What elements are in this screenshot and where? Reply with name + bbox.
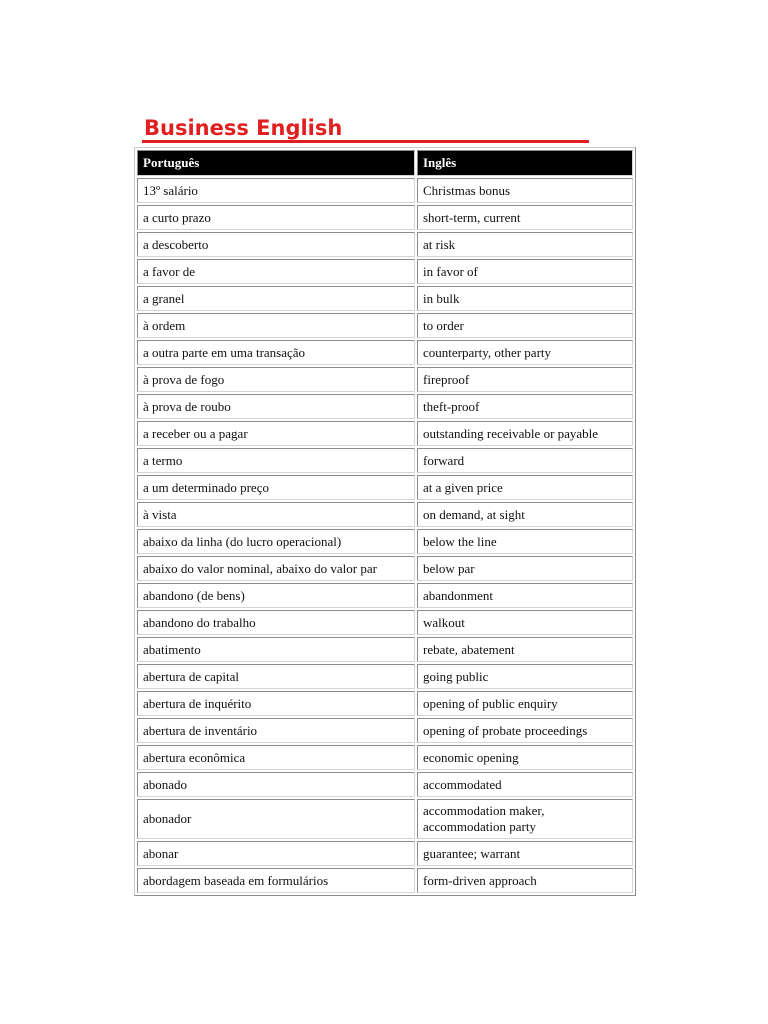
glossary-rows — [137, 178, 633, 893]
term-english: below par — [417, 556, 633, 581]
term-portuguese: à vista — [137, 502, 415, 527]
table-row — [137, 475, 633, 500]
term-portuguese: à ordem — [137, 313, 415, 338]
term-english: going public — [417, 664, 633, 689]
table-row — [137, 583, 633, 608]
term-english: opening of public enquiry — [417, 691, 633, 716]
table-row — [137, 259, 633, 284]
table-row — [137, 178, 633, 203]
term-portuguese: abandono (de bens) — [137, 583, 415, 608]
title-underline — [142, 140, 589, 143]
table-row — [137, 610, 633, 635]
term-portuguese: abertura de inquérito — [137, 691, 415, 716]
term-portuguese: a descoberto — [137, 232, 415, 257]
page-title: Business English — [144, 116, 343, 140]
table-row — [137, 367, 633, 392]
term-portuguese: 13º salário — [137, 178, 415, 203]
term-english: opening of probate proceedings — [417, 718, 633, 743]
term-portuguese: abaixo do valor nominal, abaixo do valor par — [137, 556, 415, 581]
term-portuguese: abaixo da linha (do lucro operacional) — [137, 529, 415, 554]
table-row — [137, 691, 633, 716]
term-english: accommodation maker, accommodation party — [417, 799, 633, 839]
term-english: accommodated — [417, 772, 633, 797]
term-english: outstanding receivable or payable — [417, 421, 633, 446]
term-portuguese: a curto prazo — [137, 205, 415, 230]
term-portuguese: abertura de inventário — [137, 718, 415, 743]
term-portuguese: abertura de capital — [137, 664, 415, 689]
table-row — [137, 556, 633, 581]
term-portuguese: abonado — [137, 772, 415, 797]
term-english: to order — [417, 313, 633, 338]
term-portuguese: abandono do trabalho — [137, 610, 415, 635]
term-portuguese: a favor de — [137, 259, 415, 284]
term-english: below the line — [417, 529, 633, 554]
term-english: form-driven approach — [417, 868, 633, 893]
term-portuguese: à prova de fogo — [137, 367, 415, 392]
term-english: in favor of — [417, 259, 633, 284]
term-portuguese: a receber ou a pagar — [137, 421, 415, 446]
term-english: rebate, abatement — [417, 637, 633, 662]
table-row — [137, 421, 633, 446]
term-portuguese: abertura econômica — [137, 745, 415, 770]
table-row — [137, 772, 633, 797]
table-row — [137, 799, 633, 839]
term-english: fireproof — [417, 367, 633, 392]
term-english: Christmas bonus — [417, 178, 633, 203]
table-row — [137, 502, 633, 527]
term-english: counterparty, other party — [417, 340, 633, 365]
term-portuguese: abonar — [137, 841, 415, 866]
term-english: at risk — [417, 232, 633, 257]
term-english: forward — [417, 448, 633, 473]
column-header-portuguese: Português — [137, 150, 415, 176]
table-row — [137, 448, 633, 473]
term-english: abandonment — [417, 583, 633, 608]
table-row — [137, 841, 633, 866]
term-english: in bulk — [417, 286, 633, 311]
term-portuguese: a granel — [137, 286, 415, 311]
table-row — [137, 394, 633, 419]
table-row — [137, 745, 633, 770]
glossary-table — [134, 147, 636, 896]
term-english: at a given price — [417, 475, 633, 500]
term-english: theft-proof — [417, 394, 633, 419]
term-english: short-term, current — [417, 205, 633, 230]
table-row — [137, 232, 633, 257]
table-row — [137, 868, 633, 893]
table-row — [137, 205, 633, 230]
term-portuguese: a termo — [137, 448, 415, 473]
term-english: guarantee; warrant — [417, 841, 633, 866]
table-row — [137, 664, 633, 689]
term-portuguese: à prova de roubo — [137, 394, 415, 419]
term-portuguese: abonador — [137, 799, 415, 839]
table-row — [137, 718, 633, 743]
term-portuguese: a um determinado preço — [137, 475, 415, 500]
term-english: on demand, at sight — [417, 502, 633, 527]
term-english: walkout — [417, 610, 633, 635]
table-row — [137, 313, 633, 338]
table-row — [137, 637, 633, 662]
term-portuguese: abordagem baseada em formulários — [137, 868, 415, 893]
table-row — [137, 286, 633, 311]
column-header-english: Inglês — [417, 150, 633, 176]
term-portuguese: abatimento — [137, 637, 415, 662]
term-english: economic opening — [417, 745, 633, 770]
term-portuguese: a outra parte em uma transação — [137, 340, 415, 365]
table-row — [137, 529, 633, 554]
table-header-row — [137, 150, 633, 176]
table-row — [137, 340, 633, 365]
